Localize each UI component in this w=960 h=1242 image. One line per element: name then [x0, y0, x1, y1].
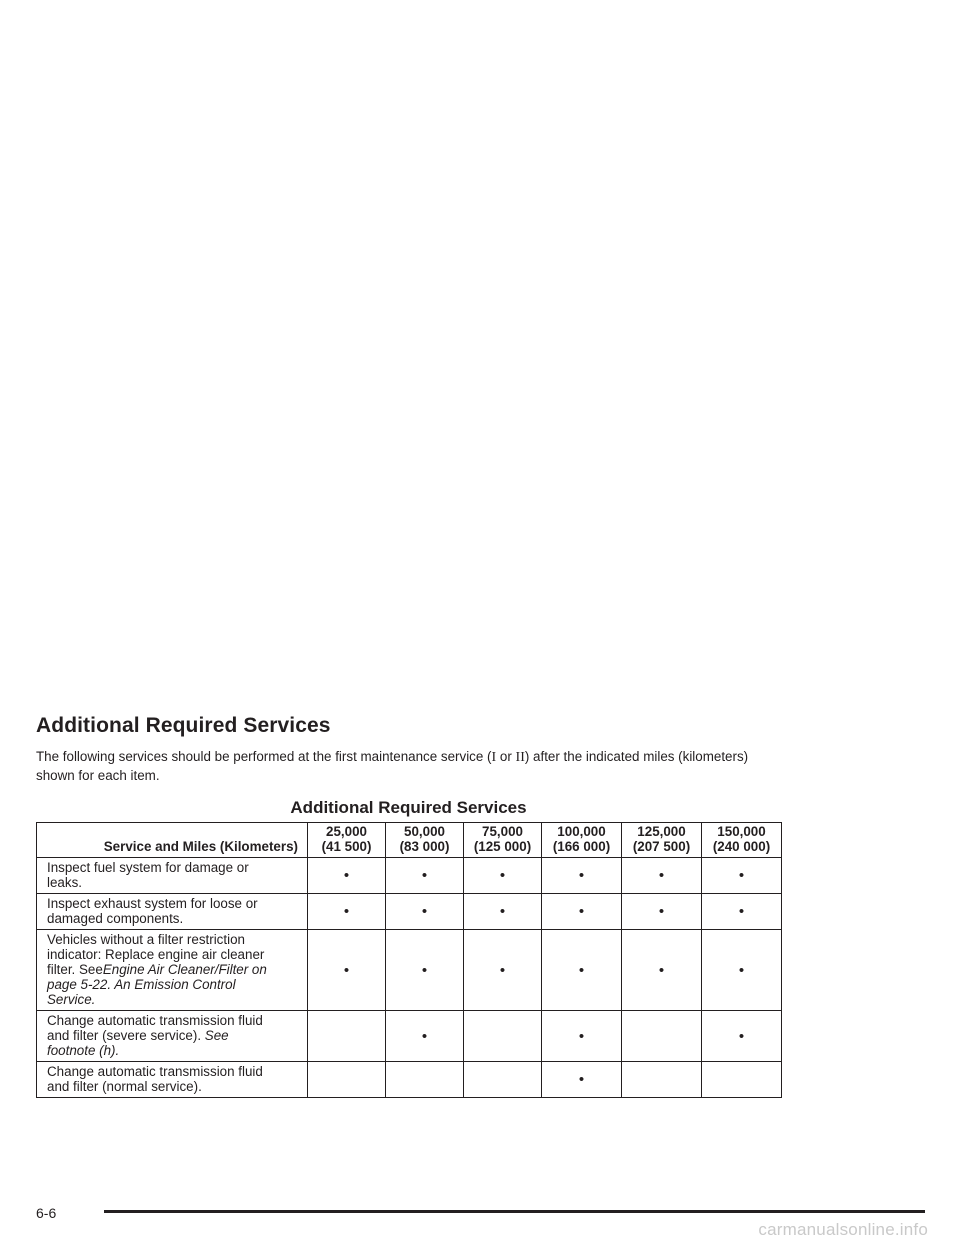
service-description: [37, 1011, 308, 1062]
schedule-mark-cell: [386, 1062, 464, 1098]
description-line: Change automatic transmission fluid: [47, 1013, 263, 1028]
service-due-bullet: •: [738, 1027, 745, 1045]
schedule-mark-cell: [702, 1062, 782, 1098]
cross-reference: Engine Air Cleaner/Filter on: [102, 962, 267, 977]
interval-km: (83 000): [399, 839, 450, 854]
service-due-bullet: •: [578, 903, 585, 920]
schedule-mark-cell: [464, 1062, 542, 1098]
description-line: and filter (normal service).: [47, 1079, 202, 1094]
cross-reference: Service.: [47, 992, 96, 1007]
interval-header-150000: [702, 823, 782, 858]
service-due-bullet: •: [738, 867, 745, 884]
description-line: indicator: Replace engine air cleaner: [47, 947, 265, 962]
schedule-mark-cell: [386, 858, 464, 894]
interval-header-50000: [386, 823, 464, 858]
service-description: [37, 894, 308, 930]
service-due-bullet: •: [499, 903, 506, 920]
service-description: [37, 930, 308, 1011]
interval-km: (125 000): [473, 839, 532, 854]
interval-miles: 25,000: [326, 824, 367, 839]
interval-miles: 50,000: [404, 824, 445, 839]
service-due-bullet: •: [578, 961, 585, 979]
service-due-bullet: •: [738, 961, 745, 979]
table-row: [37, 858, 782, 894]
schedule-mark-cell: [464, 894, 542, 930]
service-due-bullet: •: [421, 1027, 428, 1045]
schedule-mark-cell: [542, 858, 622, 894]
intro-or: or: [496, 749, 516, 764]
interval-miles: 150,000: [717, 824, 766, 839]
description-line: and filter (severe service).: [47, 1028, 202, 1043]
table-row: [37, 930, 782, 1011]
schedule-mark-cell: [308, 894, 386, 930]
table-title: Additional Required Services: [290, 798, 527, 817]
service-due-bullet: •: [421, 867, 428, 884]
service-due-bullet: •: [738, 903, 745, 920]
schedule-mark-cell: [308, 1011, 386, 1062]
service-due-bullet: •: [578, 1027, 585, 1045]
service-due-bullet: •: [658, 867, 665, 884]
schedule-mark-cell: [702, 930, 782, 1011]
schedule-mark-cell: [622, 1062, 702, 1098]
cross-reference: See: [204, 1028, 229, 1043]
interval-km: (166 000): [552, 839, 611, 854]
interval-km: (240 000): [712, 839, 771, 854]
cross-reference: footnote (h).: [47, 1043, 120, 1058]
service-due-bullet: •: [421, 903, 428, 920]
service-description: [37, 858, 308, 894]
page-number: 6-6: [36, 1205, 57, 1221]
description-line: damaged components.: [47, 911, 184, 926]
watermark: carmanualsonline.info: [758, 1220, 928, 1239]
cross-reference: . An Emission Control: [107, 977, 236, 992]
table-row: [37, 894, 782, 930]
schedule-mark-cell: [542, 894, 622, 930]
schedule-mark-cell: [622, 894, 702, 930]
schedule-mark-cell: [702, 1011, 782, 1062]
schedule-mark-cell: [386, 930, 464, 1011]
interval-km: (207 500): [632, 839, 691, 854]
schedule-mark-cell: [542, 1062, 622, 1098]
footer-divider: [104, 1210, 925, 1213]
service-due-bullet: •: [578, 867, 585, 884]
service-due-bullet: •: [499, 961, 506, 979]
interval-miles: 75,000: [482, 824, 523, 839]
service-due-bullet: •: [578, 1071, 585, 1088]
interval-header-75000: [464, 823, 542, 858]
service-column-header: Service and Miles (Kilometers): [37, 823, 308, 858]
schedule-mark-cell: [308, 930, 386, 1011]
schedule-mark-cell: [386, 1011, 464, 1062]
interval-header-25000: [308, 823, 386, 858]
schedule-mark-cell: [542, 1011, 622, 1062]
schedule-mark-cell: [702, 858, 782, 894]
schedule-mark-cell: [386, 894, 464, 930]
description-line: Inspect fuel system for damage or: [47, 860, 249, 875]
schedule-mark-cell: [308, 858, 386, 894]
schedule-mark-cell: [702, 894, 782, 930]
table-row: [37, 1011, 782, 1062]
schedule-mark-cell: [622, 858, 702, 894]
interval-miles: 100,000: [557, 824, 606, 839]
interval-km: (41 500): [321, 839, 372, 854]
service-due-bullet: •: [658, 961, 665, 979]
header-row: [37, 823, 782, 858]
schedule-mark-cell: [464, 930, 542, 1011]
section-title: Additional Required Services: [36, 714, 331, 737]
description-line: Inspect exhaust system for loose or: [47, 896, 258, 911]
interval-miles: 125,000: [637, 824, 686, 839]
intro-text-before: The following services should be performed at the first maintenance service (: [36, 749, 492, 764]
schedule-mark-cell: [464, 858, 542, 894]
service-due-bullet: •: [343, 961, 350, 979]
service-due-bullet: •: [343, 867, 350, 884]
description-line: filter. See: [47, 962, 103, 977]
service-description: [37, 1062, 308, 1098]
intro-paragraph: [36, 748, 776, 785]
service-due-bullet: •: [421, 961, 428, 979]
description-line: leaks.: [47, 875, 82, 890]
schedule-mark-cell: [542, 930, 622, 1011]
cross-reference: page 5-22: [47, 977, 108, 992]
service-due-bullet: •: [343, 903, 350, 920]
service-due-bullet: •: [499, 867, 506, 884]
services-table: [36, 822, 782, 1098]
description-line: Change automatic transmission fluid: [47, 1064, 263, 1079]
schedule-mark-cell: [622, 930, 702, 1011]
service-due-bullet: •: [658, 903, 665, 920]
schedule-mark-cell: [464, 1011, 542, 1062]
interval-header-125000: [622, 823, 702, 858]
intro-text-after: ) after the indicated miles (kilometers) shown for each item.: [36, 749, 749, 783]
service-two-numeral: II: [515, 750, 525, 765]
interval-header-100000: [542, 823, 622, 858]
schedule-mark-cell: [622, 1011, 702, 1062]
service-one-numeral: I: [491, 750, 497, 765]
table-row: [37, 1062, 782, 1098]
schedule-mark-cell: [308, 1062, 386, 1098]
description-line: Vehicles without a filter restriction: [47, 932, 245, 947]
